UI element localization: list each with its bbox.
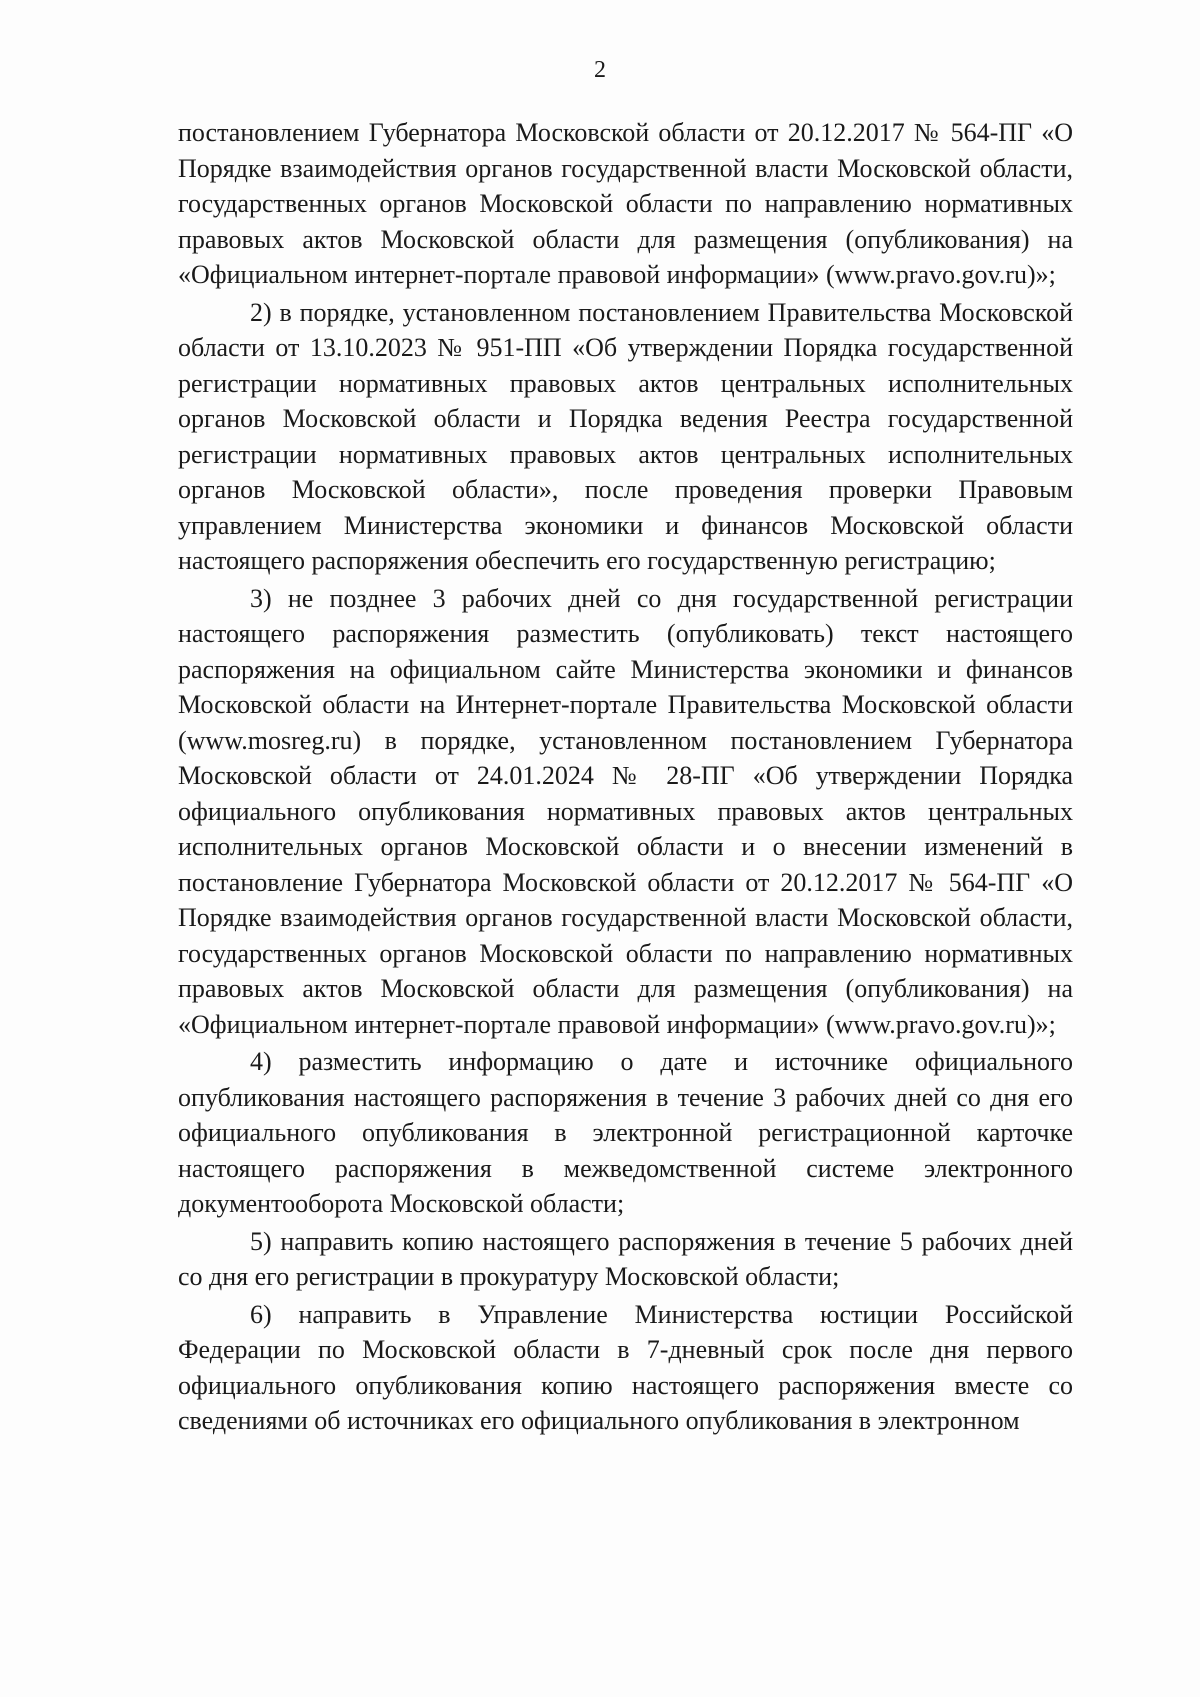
document-body (178, 115, 1073, 1439)
page-number: 2 (594, 57, 606, 83)
paragraph-item-3: 3) не позднее 3 рабочих дней со дня государственной регистрации настоящего распоряжения разместить (опубликовать) текст настоящего распоряжения на официальном сайте Министерства экономики и финансов Московской области на Интернет-портале Правительства Московской области (www.mosreg.ru) в порядке, установленном постановлением Губернатора Московской области от 24.01.2024 № 28-ПГ «Об утверждении Порядка официального опубликования нормативных правовых актов центральных исполнительных органов Московской области и о внесении изменений в постановление Губернатора Московской области от 20.12.2017 № 564-ПГ «О Порядке взаимодействия органов государственной власти Московской области, государственных органов Московской области по направлению нормативных правовых актов Московской области для размещения (опубликования) на «Официальном интернет-портале правовой информации» (www.pravo.gov.ru)»; (178, 583, 1073, 1039)
paragraph-continuation: постановлением Губернатора Московской области от 20.12.2017 № 564-ПГ «О Порядке взаимодействия органов государственной власти Московской области, государственных органов Московской области по направлению нормативных правовых актов Московской области для размещения (опубликования) на «Официальном интернет-портале правовой информации» (www.pravo.gov.ru)»; (178, 118, 1073, 289)
paragraph-item-4: 4) разместить информацию о дате и источнике официального опубликования настоящего распоряжения в течение 3 рабочих дней со дня его официального опубликования в электронной регистрационной карточке настоящего распоряжения в межведомственной системе электронного документооборота Московской области; (178, 1047, 1073, 1218)
paragraph-item-2: 2) в порядке, установленном постановлением Правительства Московской области от 13.10.2023 № 951-ПП «Об утверждении Порядка государственной регистрации нормативных правовых актов центральных исполнительных органов Московской области и Порядка ведения Реестра государственной регистрации нормативных правовых актов центральных исполнительных органов Московской области», после проведения проверки Правовым управлением Министерства экономики и финансов Московской области настоящего распоряжения обеспечить его государственную регистрацию; (178, 297, 1073, 575)
paragraph-item-6: 6) направить в Управление Министерства юстиции Российской Федерации по Московской области в 7-дневный срок после дня первого официального опубликования копию настоящего распоряжения вместе со сведениями об источниках его официального опубликования в электронном (178, 1299, 1073, 1435)
paragraph-item-5: 5) направить копию настоящего распоряжения в течение 5 рабочих дней со дня его регистрации в прокуратуру Московской области; (178, 1226, 1073, 1291)
